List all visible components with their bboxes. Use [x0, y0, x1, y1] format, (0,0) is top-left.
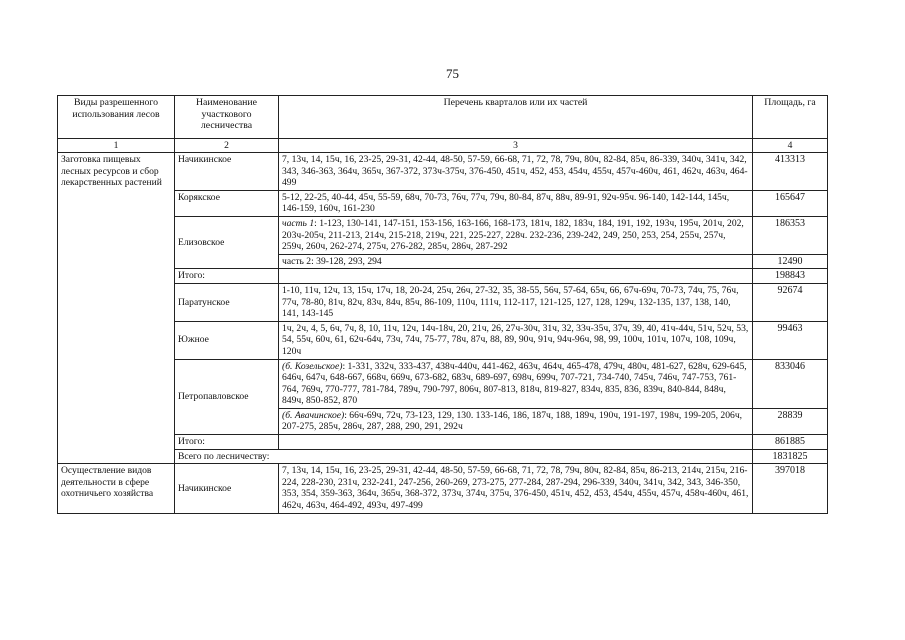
area-value: 99463 — [753, 321, 828, 359]
area-value: 28839 — [753, 408, 828, 434]
forestry-name: Паратунское — [175, 283, 279, 321]
forest-use-table — [57, 95, 828, 514]
quarters-list: 1-10, 11ч, 12ч, 13, 15ч, 17ч, 18, 20-24, 25ч, 26ч, 27-32, 35, 38-55, 56ч, 57-64, 65ч, 66, 67ч-69ч, 70-73, 74ч, 75, 76ч, 77ч, 78-80, 81ч, 82ч, 83ч, 84ч, 85ч, 86-109, 110ч, 111ч, 112-117, 121-125, 127, 128, 129ч, 132-135, 137, 138, 140, 141, 143-145 — [279, 283, 753, 321]
forestry-name: Начикинское — [175, 153, 279, 191]
quarters-list: 1ч, 2ч, 4, 5, 6ч, 7ч, 8, 10, 11ч, 12ч, 14ч-18ч, 20, 21ч, 26, 27ч-30ч, 31ч, 32, 33ч-35ч, 37ч, 39, 40, 41ч-44ч, 51ч, 52ч, 53, 54, 55ч, 60ч, 61, 62ч-64ч, 73ч, 74ч, 75-77, 78ч, 87ч, 88, 89, 90ч, 91ч, 94ч-96ч, 98, 99, 100ч, 101ч, 107ч, 108, 109ч, 120ч — [279, 321, 753, 359]
area-value: 833046 — [753, 359, 828, 408]
forestry-name: Елизовское — [175, 216, 279, 268]
empty-cell — [279, 269, 753, 284]
forestry-name: Южное — [175, 321, 279, 359]
column-number: 1 — [58, 139, 175, 153]
empty-cell — [279, 435, 753, 450]
header-area: Площадь, га — [753, 96, 828, 139]
total-label: Всего по лесничеству: — [175, 449, 753, 464]
column-number-row — [58, 139, 828, 153]
part-label: часть 1 — [282, 217, 315, 229]
subtotal-area: 198843 — [753, 269, 828, 284]
area-value: 12490 — [753, 254, 828, 269]
area-value: 397018 — [753, 464, 828, 513]
forestry-name: Корякское — [175, 190, 279, 216]
quarters-list: 7, 13ч, 14, 15ч, 16, 23-25, 29-31, 42-44, 48-50, 57-59, 66-68, 71, 72, 78, 79ч, 80ч, 82-84, 85ч, 86-213, 214ч, 215ч, 216-224, 228-230, 231ч, 232-241, 247-256, 260-269, 273-275, 277-284, 287-294, 296-339, 340ч, 341ч, 342, 343, 346-350, 353, 354, 359-363, 364ч, 365ч, 368-372, 373ч, 374ч, 375ч, 376-450, 451ч, 452, 453, 454ч, 455ч, 457ч, 458ч-460ч, 461, 462ч, 463ч, 464-492, 493ч, 497-499 — [279, 464, 753, 513]
column-number: 3 — [279, 139, 753, 153]
table-row — [58, 153, 828, 191]
quarters-list — [279, 359, 753, 408]
subtotal-area: 861885 — [753, 435, 828, 450]
header-forestry: Наименование участкового лесничества — [175, 96, 279, 139]
part-quarters: : 1-331, 332ч, 333-437, 438ч-440ч, 441-462, 463ч, 464ч, 465-478, 479ч, 480ч, 481-627, 628ч, 629-645, 646ч, 647ч, 648-667, 668ч, 669ч, 673-682, 683ч, 689-697, 698ч, 699ч, 707-721, 734-740, 745ч, 746ч, 747-753, 761-764, 769ч, 770-777, 781-784, 789ч, 790-797, 806ч, 807-813, 818ч, 819-827, 834ч, 835, 836, 839ч, 840-844, 848ч, 849ч, 850-852, 870 — [282, 360, 747, 407]
area-value: 92674 — [753, 283, 828, 321]
column-number: 4 — [753, 139, 828, 153]
table-row — [58, 464, 828, 513]
table-header-row — [58, 96, 828, 139]
use-type-cell: Заготовка пищевых лесных ресурсов и сбор лекарственных растений — [58, 153, 175, 464]
quarters-list — [279, 216, 753, 254]
forestry-name: Петропавловское — [175, 359, 279, 435]
area-value: 165647 — [753, 190, 828, 216]
subtotal-label: Итого: — [175, 269, 279, 284]
column-number: 2 — [175, 139, 279, 153]
part-quarters: : 66ч-69ч, 72ч, 73-123, 129, 130. 133-146, 186, 187ч, 188, 189ч, 190ч, 191-197, 198ч, 199-205, 206ч, 207-275, 285ч, 286ч, 287, 288, 290, 291, 292ч — [282, 409, 743, 433]
subtotal-label: Итого: — [175, 435, 279, 450]
part-label: (б. Козельское) — [282, 360, 343, 372]
page-number: 75 — [446, 66, 459, 81]
quarters-list — [279, 408, 753, 434]
quarters-list: 7, 13ч, 14, 15ч, 16, 23-25, 29-31, 42-44, 48-50, 57-59, 66-68, 71, 72, 78, 79ч, 80ч, 82-84, 85ч, 86-339, 340ч, 341ч, 342, 343, 346-363, 364ч, 365ч, 367-372, 373ч-375ч, 376-450, 451ч, 452, 453, 454ч, 455ч, 457ч-460ч, 461, 462ч, 463ч, 464-499 — [279, 153, 753, 191]
part-label: (б. Авачинское) — [282, 409, 345, 421]
area-value: 413313 — [753, 153, 828, 191]
use-type-cell: Осуществление видов деятельности в сфере охотничьего хозяйства — [58, 464, 175, 513]
total-area: 1831825 — [753, 449, 828, 464]
area-value: 186353 — [753, 216, 828, 254]
forestry-name: Начикинское — [175, 464, 279, 513]
quarters-list: часть 2: 39-128, 293, 294 — [279, 254, 753, 269]
header-quarters: Перечень кварталов или их частей — [279, 96, 753, 139]
quarters-list: 5-12, 22-25, 40-44, 45ч, 55-59, 68ч, 70-73, 76ч, 77ч, 79ч, 80-84, 87ч, 88ч, 89-91, 92ч-95ч. 96-140, 142-144, 145ч, 146-159, 160ч, 161-230 — [279, 190, 753, 216]
header-use: Виды разрешенного использования лесов — [58, 96, 175, 139]
part-quarters: : 1-123, 130-141, 147-151, 153-156, 163-166, 168-173, 181ч, 182, 183ч, 184, 191, 192, 193ч, 195ч, 201ч, 202, 203ч-205ч, 211-213, 214ч, 215-218, 219ч, 221, 225-227, 228ч. 232-236, 239-242, 249, 250, 253, 254, 255ч, 257ч, 259ч, 260ч, 262-274, 275ч, 276-282, 285ч, 286ч, 287-292 — [282, 217, 744, 253]
